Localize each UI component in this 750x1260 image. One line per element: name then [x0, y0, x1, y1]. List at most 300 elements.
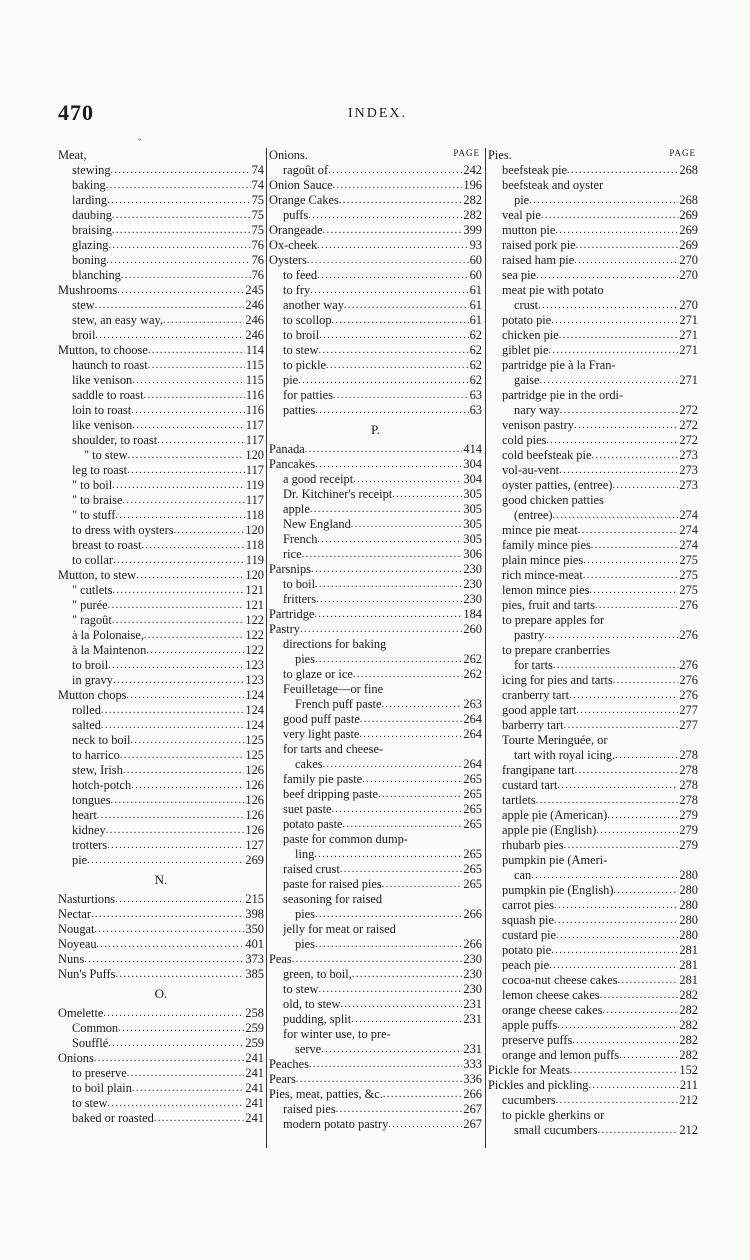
entry-text: to boil	[283, 577, 316, 591]
dot-leader	[619, 1048, 678, 1063]
index-entry	[269, 1117, 482, 1132]
entry-text: cold beefsteak pie	[502, 448, 592, 462]
page-ref: 61	[469, 298, 482, 312]
index-entry	[269, 862, 482, 877]
dot-leader	[559, 463, 678, 478]
entry-text: family pie paste	[283, 772, 363, 786]
page-ref: 268	[679, 193, 698, 207]
dot-leader	[315, 457, 462, 472]
page-ref: 215	[245, 892, 264, 906]
dot-leader	[602, 1003, 678, 1018]
index-entry	[488, 1078, 698, 1093]
dot-leader	[353, 667, 463, 682]
index-entry	[488, 583, 698, 598]
index-entry	[269, 907, 482, 922]
entry-text: custard tart	[502, 778, 558, 792]
dot-leader	[300, 622, 462, 637]
dot-leader	[351, 517, 463, 532]
entry-text: orange and lemon puffs	[502, 1048, 620, 1062]
dot-leader	[115, 508, 244, 523]
dot-leader	[560, 403, 679, 418]
dot-leader	[113, 553, 245, 568]
index-entry	[58, 613, 264, 628]
index-entry	[269, 298, 482, 313]
dot-leader	[94, 922, 244, 937]
index-entry	[269, 577, 482, 592]
page-ref: 265	[463, 877, 482, 891]
dot-leader	[589, 1078, 679, 1093]
index-entry	[58, 937, 264, 952]
index-entry	[488, 748, 698, 763]
index-entry	[269, 832, 482, 847]
dot-leader	[615, 748, 678, 763]
index-entry	[58, 643, 264, 658]
index-entry	[269, 343, 482, 358]
index-entry	[58, 373, 264, 388]
dot-leader	[596, 823, 678, 838]
index-entry	[269, 442, 482, 457]
entry-text: stew, Irish	[72, 763, 123, 777]
index-entry	[488, 808, 698, 823]
dot-leader	[315, 577, 462, 592]
index-entry	[58, 283, 264, 298]
dot-leader	[311, 562, 462, 577]
index-entry	[269, 847, 482, 862]
index-entry	[58, 478, 264, 493]
entry-text: pie	[283, 373, 299, 387]
entry-text: pies, fruit and tarts	[502, 598, 595, 612]
page-ref: 118	[245, 538, 264, 552]
page-ref: 125	[245, 733, 264, 747]
index-entry	[488, 523, 698, 538]
dot-leader	[106, 823, 245, 838]
page-ref: 62	[469, 328, 482, 342]
page-ref: 126	[245, 808, 264, 822]
index-entry	[269, 982, 482, 997]
dot-leader	[564, 838, 679, 853]
index-entry	[269, 1027, 482, 1042]
entry-text: veal pie	[502, 208, 541, 222]
entry-text: Meat,	[58, 148, 87, 162]
dot-leader	[551, 313, 678, 328]
index-entry	[58, 508, 264, 523]
page-ref: 373	[245, 952, 264, 966]
index-entry	[488, 148, 698, 163]
entry-text: broil	[72, 328, 96, 342]
entry-text: Nun's Puffs	[58, 967, 116, 981]
page-ref: 196	[463, 178, 482, 192]
index-entry	[488, 943, 698, 958]
dot-leader	[595, 598, 679, 613]
index-entry	[269, 487, 482, 502]
entry-text: blanching	[72, 268, 121, 282]
page-ref: 60	[469, 253, 482, 267]
entry-text: preserve puffs	[502, 1033, 573, 1047]
entry-text: trotters	[72, 838, 108, 852]
page-ref: 306	[463, 547, 482, 561]
entry-text: pie	[72, 853, 88, 867]
dot-leader	[302, 547, 463, 562]
entry-text: raised pies	[283, 1102, 336, 1116]
page-ref: 271	[679, 313, 698, 327]
index-entry	[58, 553, 264, 568]
entry-text: cakes	[295, 757, 323, 771]
dot-leader	[95, 298, 245, 313]
dot-leader	[323, 223, 463, 238]
page-ref: 278	[679, 763, 698, 777]
dot-leader	[132, 418, 245, 433]
dot-leader	[118, 1021, 244, 1036]
entry-text: cold pies	[502, 433, 547, 447]
page-ref: 350	[245, 922, 264, 936]
entry-text: Nasturtions	[58, 892, 116, 906]
entry-text: pudding, split	[283, 1012, 352, 1026]
index-entry	[488, 493, 698, 508]
index-entry	[269, 952, 482, 967]
dot-leader	[108, 658, 244, 673]
entry-text: for winter use, to pre-	[283, 1027, 391, 1041]
section-letter: P.	[370, 422, 381, 437]
page-ref: 241	[245, 1051, 264, 1065]
entry-text: Oysters	[269, 253, 307, 267]
dot-leader	[319, 328, 468, 343]
dot-leader	[343, 817, 463, 832]
page-ref: 274	[679, 523, 698, 537]
dot-leader	[613, 673, 679, 688]
page-column-label: PAGE	[669, 148, 696, 158]
dot-leader	[554, 898, 678, 913]
page-ref: 305	[463, 487, 482, 501]
entry-text: Pickle for Meats	[488, 1063, 570, 1077]
page-ref: 230	[463, 982, 482, 996]
index-entry	[58, 268, 264, 283]
dot-leader	[567, 163, 678, 178]
ornament-mark: ◦	[138, 134, 142, 144]
page-ref: 231	[463, 1042, 482, 1056]
index-entry	[58, 238, 264, 253]
dot-leader	[307, 253, 469, 268]
index-entry	[488, 658, 698, 673]
index-entry	[58, 703, 264, 718]
page-ref: 276	[679, 628, 698, 642]
dot-leader	[328, 163, 462, 178]
dot-leader	[318, 343, 468, 358]
dot-leader	[583, 553, 678, 568]
page-ref: 241	[245, 1081, 264, 1095]
entry-text: apple puffs	[502, 1018, 558, 1032]
index-entry	[58, 493, 264, 508]
index-entry	[269, 517, 482, 532]
index-entry	[269, 922, 482, 937]
page-ref: 152	[679, 1063, 698, 1077]
entry-text: crust	[514, 298, 539, 312]
page-ref: 241	[245, 1066, 264, 1080]
page-ref: 269	[679, 223, 698, 237]
dot-leader	[108, 1036, 244, 1051]
dot-leader	[578, 523, 679, 538]
entry-text: raised pork pie	[502, 238, 576, 252]
entry-text: Nectar	[58, 907, 92, 921]
index-entry	[488, 403, 698, 418]
dot-leader	[381, 697, 462, 712]
index-entry	[58, 823, 264, 838]
index-entry	[269, 697, 482, 712]
dot-leader	[113, 673, 244, 688]
page-ref: 125	[245, 748, 264, 762]
dot-leader	[576, 703, 678, 718]
entry-text: potato pie	[502, 313, 552, 327]
page-column-label: PAGE	[453, 148, 480, 158]
entry-text: Common	[72, 1021, 119, 1035]
index-entry	[58, 328, 264, 343]
index-entry	[58, 403, 264, 418]
dot-leader	[340, 862, 463, 877]
index-entry	[269, 757, 482, 772]
page-ref: 120	[245, 523, 264, 537]
dot-leader	[333, 178, 463, 193]
page-ref: 118	[245, 508, 264, 522]
entry-text: to fry	[283, 283, 311, 297]
entry-text: Soufflé	[72, 1036, 109, 1050]
entry-text: " to stew	[84, 448, 128, 462]
entry-text: lemon mince pies	[502, 583, 590, 597]
entry-text: rice	[283, 547, 302, 561]
index-entry	[269, 502, 482, 517]
entry-text: New England	[283, 517, 351, 531]
page-ref: 76	[251, 268, 264, 282]
entry-text: rolled	[72, 703, 101, 717]
entry-text: carrot pies	[502, 898, 554, 912]
dot-leader	[136, 568, 244, 583]
entry-text: Mutton, to choose	[58, 343, 148, 357]
page-ref: 282	[679, 1003, 698, 1017]
dot-leader	[111, 163, 251, 178]
entry-text: Feuilletage—or fine	[283, 682, 384, 696]
entry-text: apple	[283, 502, 310, 516]
page-ref: 264	[463, 712, 482, 726]
page-ref: 280	[679, 928, 698, 942]
entry-text: jelly for meat or raised	[283, 922, 396, 936]
page-ref: 259	[245, 1021, 264, 1035]
entry-text: stewing	[72, 163, 111, 177]
index-entry	[58, 1036, 264, 1051]
page-ref: 245	[245, 283, 264, 297]
entry-text: Ox-cheek	[269, 238, 318, 252]
dot-leader	[326, 358, 469, 373]
page-ref: 62	[469, 373, 482, 387]
column-rule	[485, 148, 486, 1148]
entry-text: peach pie	[502, 958, 550, 972]
page-ref: 276	[679, 688, 698, 702]
index-entry	[488, 703, 698, 718]
page-ref: 264	[463, 727, 482, 741]
page-ref: 231	[463, 1012, 482, 1026]
dot-leader	[607, 808, 678, 823]
index-entry	[488, 838, 698, 853]
page-ref: 401	[245, 937, 264, 951]
entry-text: partridge pie in the ordi-	[502, 388, 624, 402]
entry-text: seasoning for raised	[283, 892, 383, 906]
index-entry	[269, 1042, 482, 1057]
dot-leader	[148, 358, 245, 373]
dot-leader	[318, 982, 462, 997]
page-ref: 399	[463, 223, 482, 237]
index-entry	[488, 598, 698, 613]
dot-leader	[538, 298, 678, 313]
dot-leader	[591, 448, 678, 463]
entry-text: very light paste	[283, 727, 360, 741]
page-ref: 122	[245, 613, 264, 627]
index-entry	[58, 658, 264, 673]
dot-leader	[108, 598, 245, 613]
entry-text: to prepare apples for	[502, 613, 605, 627]
dot-leader	[122, 493, 244, 508]
index-columns	[58, 148, 698, 1148]
dot-leader	[111, 793, 245, 808]
page-ref: 93	[469, 238, 482, 252]
column-rule	[266, 148, 267, 1148]
entry-text: good puff paste	[283, 712, 360, 726]
index-entry	[269, 1012, 482, 1027]
index-entry	[269, 787, 482, 802]
dot-leader	[127, 688, 245, 703]
entry-text: " cutlets	[72, 583, 113, 597]
page-ref: 119	[245, 553, 264, 567]
index-entry	[269, 472, 482, 487]
page-ref: 115	[245, 358, 264, 372]
entry-text: Orangeade	[269, 223, 323, 237]
index-entry	[269, 373, 482, 388]
entry-text: " purée	[72, 598, 108, 612]
index-entry	[269, 532, 482, 547]
page-ref: 274	[679, 508, 698, 522]
dot-leader	[317, 268, 469, 283]
index-entry	[58, 223, 264, 238]
index-entry	[58, 343, 264, 358]
page-ref: 60	[469, 268, 482, 282]
entry-text: to feed	[283, 268, 318, 282]
page-ref: 63	[469, 403, 482, 417]
entry-text: old, to stew	[283, 997, 341, 1011]
entry-text: paste for common dump-	[283, 832, 408, 846]
index-entry	[488, 313, 698, 328]
index-entry	[58, 208, 264, 223]
dot-leader	[146, 643, 244, 658]
page-ref: 124	[245, 703, 264, 717]
page-ref: 282	[679, 988, 698, 1002]
page-ref: 211	[679, 1078, 698, 1092]
entry-text: heart	[72, 808, 97, 822]
dot-leader	[298, 373, 468, 388]
entry-text: breast to roast	[72, 538, 142, 552]
entry-text: Parsnips	[269, 562, 311, 576]
dot-leader	[115, 892, 244, 907]
page-ref: 414	[463, 442, 482, 456]
dot-leader	[97, 808, 245, 823]
entry-text: Nuns	[58, 952, 85, 966]
index-entry	[269, 967, 482, 982]
entry-text: for tarts and cheese-	[283, 742, 384, 756]
index-entry	[269, 877, 482, 892]
index-entry	[58, 808, 264, 823]
entry-text: " to boil	[72, 478, 113, 492]
page-ref: 246	[245, 313, 264, 327]
dot-leader	[600, 988, 679, 1003]
index-entry	[58, 922, 264, 937]
index-entry	[269, 802, 482, 817]
page-ref: 117	[245, 433, 264, 447]
page-ref: 241	[245, 1096, 264, 1110]
entry-text: rhubarb pies	[502, 838, 564, 852]
entry-text: rich mince-meat	[502, 568, 583, 582]
page-ref: 276	[679, 658, 698, 672]
index-entry	[58, 418, 264, 433]
entry-text: to preserve	[72, 1066, 127, 1080]
entry-text: giblet pie	[502, 343, 549, 357]
dot-leader	[351, 1012, 462, 1027]
dot-leader	[132, 1081, 245, 1096]
page-ref: 262	[463, 667, 482, 681]
index-entry	[488, 208, 698, 223]
entry-text: apple pie (American)	[502, 808, 608, 822]
entry-text: loin to roast	[72, 403, 132, 417]
dot-leader	[123, 763, 245, 778]
entry-text: " ragoût	[72, 613, 112, 627]
dot-leader	[107, 1096, 244, 1111]
entry-text: salted	[72, 718, 101, 732]
dot-leader	[598, 1123, 679, 1138]
entry-text: Pies, meat, patties, &c.	[269, 1087, 383, 1101]
page-ref: 212	[679, 1093, 698, 1107]
page-ref: 262	[463, 652, 482, 666]
page-ref: 230	[463, 592, 482, 606]
page-ref: 75	[251, 193, 264, 207]
entry-text: " to stuff	[72, 508, 116, 522]
dot-leader	[101, 718, 245, 733]
entry-text: Onion Sauce	[269, 178, 333, 192]
page-ref: 279	[679, 823, 698, 837]
dot-leader	[120, 748, 245, 763]
index-entry	[58, 718, 264, 733]
dot-leader	[127, 1066, 245, 1081]
index-entry	[58, 1051, 264, 1066]
page-ref: 184	[463, 607, 482, 621]
page-ref: 265	[463, 772, 482, 786]
dot-leader	[314, 607, 462, 622]
dot-leader	[112, 478, 245, 493]
page-ref: 280	[679, 913, 698, 927]
dot-leader	[131, 733, 245, 748]
page-ref: 278	[679, 793, 698, 807]
index-entry	[488, 298, 698, 313]
entry-text: potato paste	[283, 817, 343, 831]
index-entry	[269, 937, 482, 952]
index-entry	[488, 793, 698, 808]
index-entry	[488, 778, 698, 793]
dot-leader	[142, 538, 245, 553]
running-head: INDEX.	[348, 106, 408, 121]
dot-leader	[292, 952, 463, 967]
page-ref: 268	[679, 163, 698, 177]
entry-text: à la Maintenon	[72, 643, 147, 657]
dot-leader	[84, 952, 244, 967]
page-ref: 281	[679, 943, 698, 957]
entry-text: directions for baking	[283, 637, 387, 651]
entry-text: larding	[72, 193, 108, 207]
entry-text: Orange Cakes	[269, 193, 339, 207]
page-ref: 124	[245, 688, 264, 702]
index-entry	[488, 358, 698, 373]
